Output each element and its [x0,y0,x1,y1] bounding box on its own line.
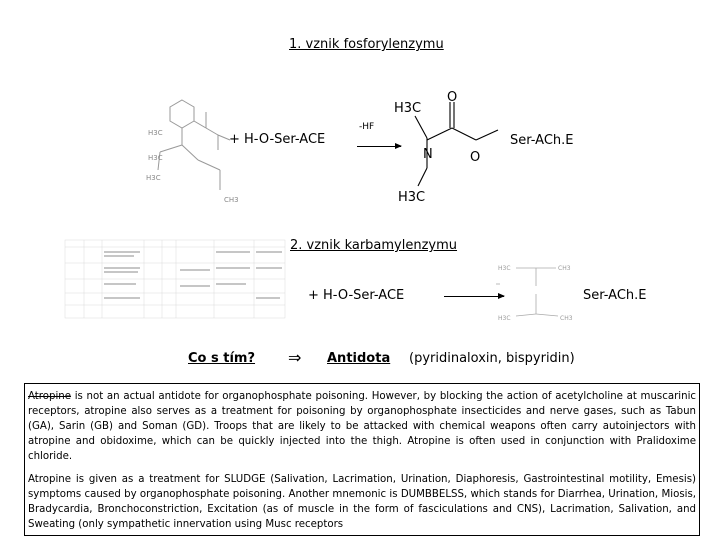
question-label: Co s tím? [188,351,256,366]
step1-product: Ser-ACh.E [510,133,574,148]
note-paragraph-1-text: is not an actual antidote for organophosphate poisoning. However, by blocking the action of acetylcholine at muscarinic receptors, atropine also serves as a treatment for poisoning by organophosphate insecticides and nerve gases, such as Tabun (GA), Sarin (GB) and Soman (GD). Troops that are likely to be attacked with chemical weapons often carry autoinjectors with atropine and obidoxime, which can be quickly injected into the thigh. Atropine is often used in conjunction with Pralidoxime chloride. [28,391,696,462]
byproduct-label: -HF [359,122,375,132]
svg-text:H3C: H3C [146,174,161,182]
svg-text:CH3: CH3 [224,196,239,204]
svg-text:H3C: H3C [148,154,163,162]
implies-arrow: ⇒ [288,348,302,367]
atropine-note-box [24,383,700,536]
carbonyl-oxygen-label: O [447,90,458,105]
ester-oxygen-label: O [470,150,481,165]
step2-heading: 2. vznik karbamylenzymu [290,238,458,253]
svg-text:H3C: H3C [148,129,163,137]
step1-reagent: + H-O-Ser-ACE [229,132,326,147]
svg-text:CH3: CH3 [558,265,571,272]
svg-text:H3C: H3C [498,265,511,272]
nitrogen-label: N [423,147,433,162]
antidote-label: Antidota [327,351,391,366]
svg-text:H3C: H3C [498,315,511,322]
step1-heading: 1. vznik fosforylenzymu [289,37,444,52]
h3c-bottom-label: H3C [398,190,426,205]
h3c-top-label: H3C [394,101,422,116]
phosphorylenzyme-structure [390,88,510,210]
step2-reagent: + H-O-Ser-ACE [308,288,405,303]
step2-product: Ser-ACh.E [583,288,647,303]
note-paragraph-2: Atropine is given as a treatment for SLUDGE (Salivation, Lacrimation, Urination, Diaphoresis, Gastrointestinal motility, Emesis) symptoms caused by organophosphate poisoning. Another mnemonic is DUMBBELSS, which stands for Diarrhea, Urination, Miosis, Bradycardia, Bronchoconstriction, Excitation (as of muscle in the form of fasciculations and CNS), Lacrimation, Salivation, and Sweating (only sympathetic innervation using Musc receptors [28,474,696,530]
note-paragraph-1 [28,389,696,464]
carbamylenzyme-structure [486,258,586,326]
reference-table-thumbnail [64,239,286,319]
antidote-list: (pyridinaloxin, bispyridin) [409,351,575,366]
organophosphate-structure [140,90,240,210]
struck-word: Atropine [28,391,72,402]
svg-text:CH3: CH3 [560,315,573,322]
